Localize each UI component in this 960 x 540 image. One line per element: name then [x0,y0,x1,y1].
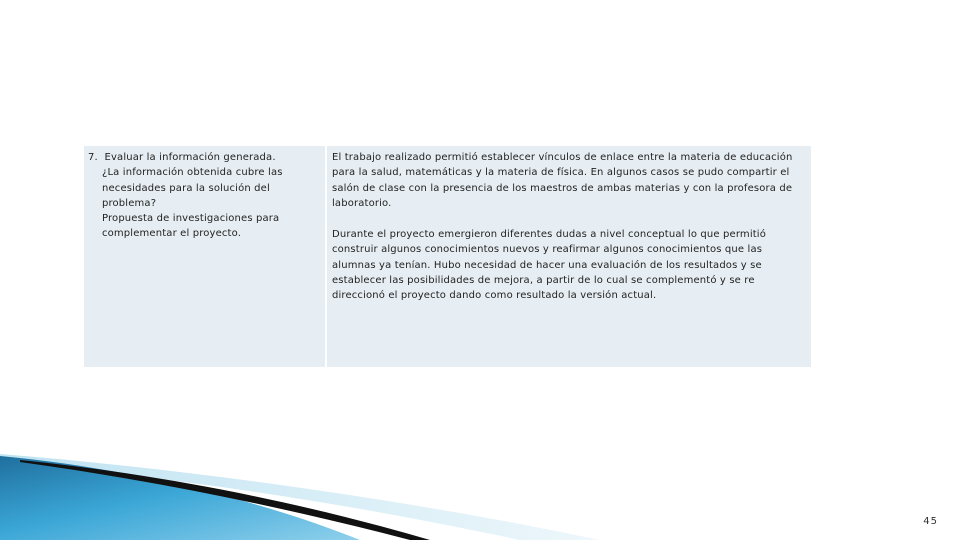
content-table [84,146,811,367]
step-line: Propuesta de investigaciones para [102,213,280,225]
description-paragraph-2: Durante el proyecto emergieron diferentes dudas a nivel conceptual lo que permitió construir algunos conocimientos nuevos y reafirmar algunos conocimientos que las alumnas ya tenían. Hubo necesidad de hacer una evaluación de los resultados y se establecer las posibilidades de mejora, a partir de lo cual se complementó y se re direccionó el proyecto dando como resultado la versión actual. [332,229,767,302]
step-cell [84,146,325,367]
step-title: Evaluar la información generada. [104,152,276,163]
description-paragraph-1: El trabajo realizado permitió establecer vínculos de enlace entre la materia de educación para la salud, matemáticas y la materia de física. En algunos casos se pudo compartir el salón de clase con la presencia de los maestros de ambas materias y con la profesora de laboratorio. [332,152,793,209]
step-line: ¿La información obtenida cubre las [102,167,283,179]
decorative-swoosh [0,440,960,540]
step-number: 7. [88,152,98,163]
step-heading [88,150,319,165]
step-line: problema? [102,197,157,209]
step-line: necesidades para la solución del [102,182,270,194]
step-line: complementar el proyecto. [102,228,242,240]
description-cell [327,146,811,367]
page-number: 45 [923,516,938,527]
